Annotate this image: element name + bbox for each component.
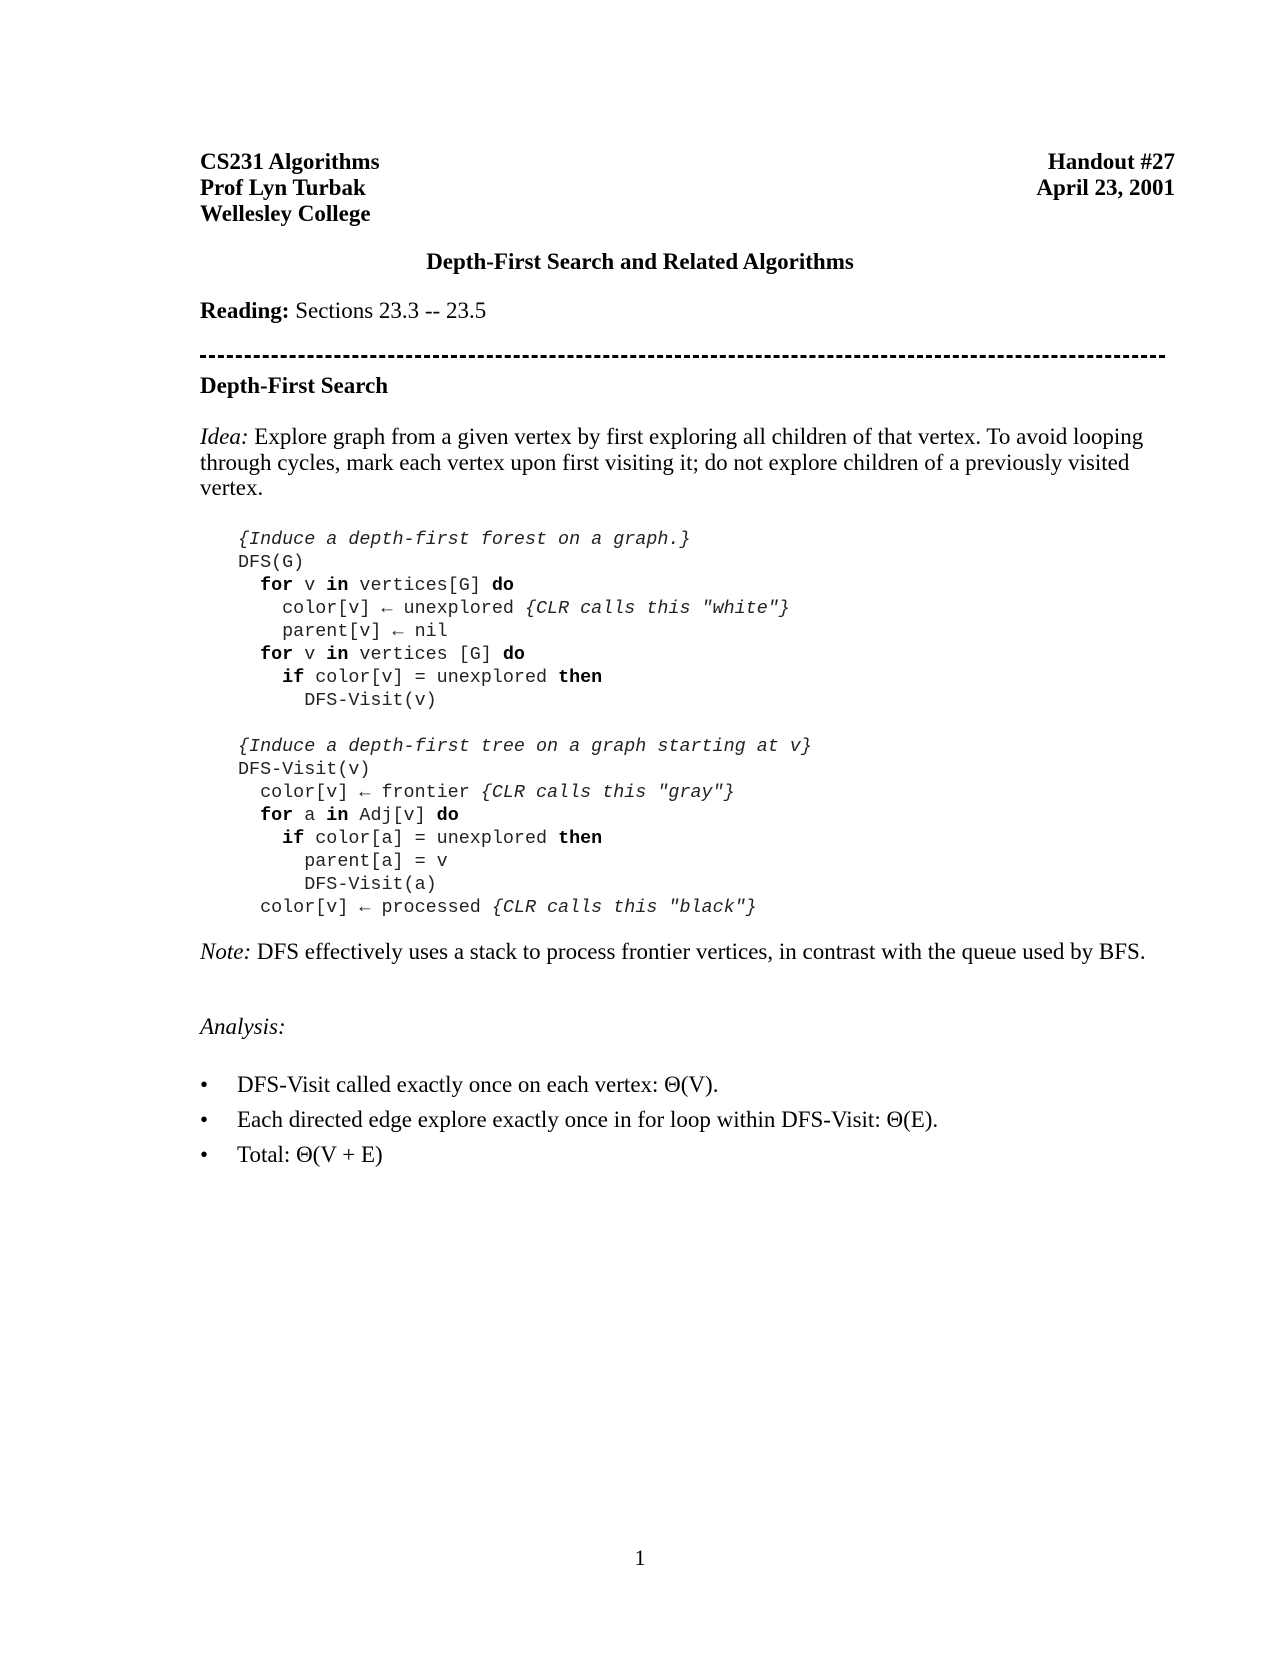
code-text: [238, 667, 282, 688]
section-title: Depth-First Search: [200, 373, 389, 398]
code-comment: {CLR calls this "white"}: [524, 598, 790, 619]
handout-date: April 23, 2001: [1036, 175, 1175, 200]
note-paragraph: [200, 939, 1165, 965]
code-comment: {CLR calls this "black"}: [491, 897, 757, 918]
note-text: DFS effectively uses a stack to process frontier vertices, in contrast with the queue used by BFS.: [251, 939, 1146, 964]
code-line: [238, 850, 812, 873]
header-right: [1036, 149, 1175, 201]
code-keyword: then: [558, 667, 603, 688]
handout-number: Handout #27: [1047, 149, 1175, 174]
code-text: [238, 644, 260, 665]
code-text: color[v] ← frontier: [238, 782, 481, 803]
header-left: [200, 149, 380, 227]
code-keyword: if: [282, 667, 305, 688]
code-keyword: then: [558, 828, 603, 849]
code-text: v: [293, 644, 327, 665]
code-text: v: [293, 575, 327, 596]
code-text: [238, 828, 282, 849]
code-keyword: if: [282, 828, 305, 849]
code-keyword: for: [260, 805, 294, 826]
note-label: Note:: [200, 939, 252, 964]
reading-label: Reading:: [200, 298, 290, 323]
code-line: [238, 896, 812, 919]
code-keyword: in: [326, 805, 349, 826]
code-text: a: [293, 805, 327, 826]
bullet-marker: •: [200, 1142, 209, 1167]
school-name: Wellesley College: [200, 201, 371, 226]
code-line: [238, 528, 812, 551]
code-text: DFS-Visit(a): [238, 874, 437, 895]
code-text: Adj[v]: [348, 805, 437, 826]
code-line: [238, 666, 812, 689]
code-keyword: do: [436, 805, 459, 826]
code-text: color[v] ← processed: [238, 897, 492, 918]
idea-paragraph: [200, 424, 1165, 501]
code-line: [238, 712, 812, 735]
reading-line: [200, 298, 486, 324]
code-text: [238, 575, 260, 596]
dashed-divider: [200, 355, 1165, 358]
analysis-label: Analysis:: [200, 1014, 286, 1039]
page-number: 1: [634, 1545, 646, 1570]
code-line: [238, 758, 812, 781]
reading-text: Sections 23.3 -- 23.5: [289, 298, 487, 323]
code-text: parent[a] = v: [238, 851, 448, 872]
code-line: [238, 873, 812, 896]
code-text: color[a] = unexplored: [304, 828, 559, 849]
code-line: [238, 735, 812, 758]
code-text: DFS(G): [238, 552, 305, 573]
document-title: Depth-First Search and Related Algorithms: [426, 249, 854, 274]
code-keyword: do: [502, 644, 525, 665]
code-text: color[v] ← unexplored: [238, 598, 525, 619]
list-item-text: Total: Θ(V + E): [237, 1142, 383, 1167]
code-text: parent[v] ← nil: [238, 621, 448, 642]
code-line: [238, 804, 812, 827]
instructor-name: Prof Lyn Turbak: [200, 175, 366, 200]
code-text: DFS-Visit(v): [238, 759, 371, 780]
code-text: vertices [G]: [348, 644, 503, 665]
code-line: [238, 574, 812, 597]
code-text: color[v] = unexplored: [304, 667, 559, 688]
code-line: [238, 643, 812, 666]
code-line: [238, 620, 812, 643]
code-text: vertices[G]: [348, 575, 492, 596]
code-comment: {CLR calls this "gray"}: [480, 782, 735, 803]
pseudocode-block: [238, 528, 812, 919]
code-keyword: do: [491, 575, 514, 596]
code-line: [238, 689, 812, 712]
code-comment: {Induce a depth-first tree on a graph starting at v}: [238, 736, 812, 757]
code-line: [238, 827, 812, 850]
idea-text: Explore graph from a given vertex by first exploring all children of that vertex. To avoid looping through cycles, mark each vertex upon first visiting it; do not explore children of a previously visited vertex.: [200, 424, 1144, 500]
bullet-marker: •: [200, 1072, 209, 1097]
code-keyword: in: [326, 644, 349, 665]
code-text: DFS-Visit(v): [238, 690, 437, 711]
code-text: [238, 805, 260, 826]
list-item-text: Each directed edge explore exactly once in for loop within DFS-Visit: Θ(E).: [237, 1107, 939, 1132]
code-keyword: in: [326, 575, 349, 596]
code-comment: {Induce a depth-first forest on a graph.}: [238, 529, 691, 550]
bullet-marker: •: [200, 1107, 209, 1132]
idea-label: Idea:: [200, 424, 249, 449]
code-line: [238, 551, 812, 574]
list-item-text: DFS-Visit called exactly once on each vertex: Θ(V).: [237, 1072, 719, 1097]
code-line: [238, 781, 812, 804]
code-keyword: for: [260, 644, 294, 665]
course-name: CS231 Algorithms: [200, 149, 380, 174]
code-line: [238, 597, 812, 620]
code-keyword: for: [260, 575, 294, 596]
